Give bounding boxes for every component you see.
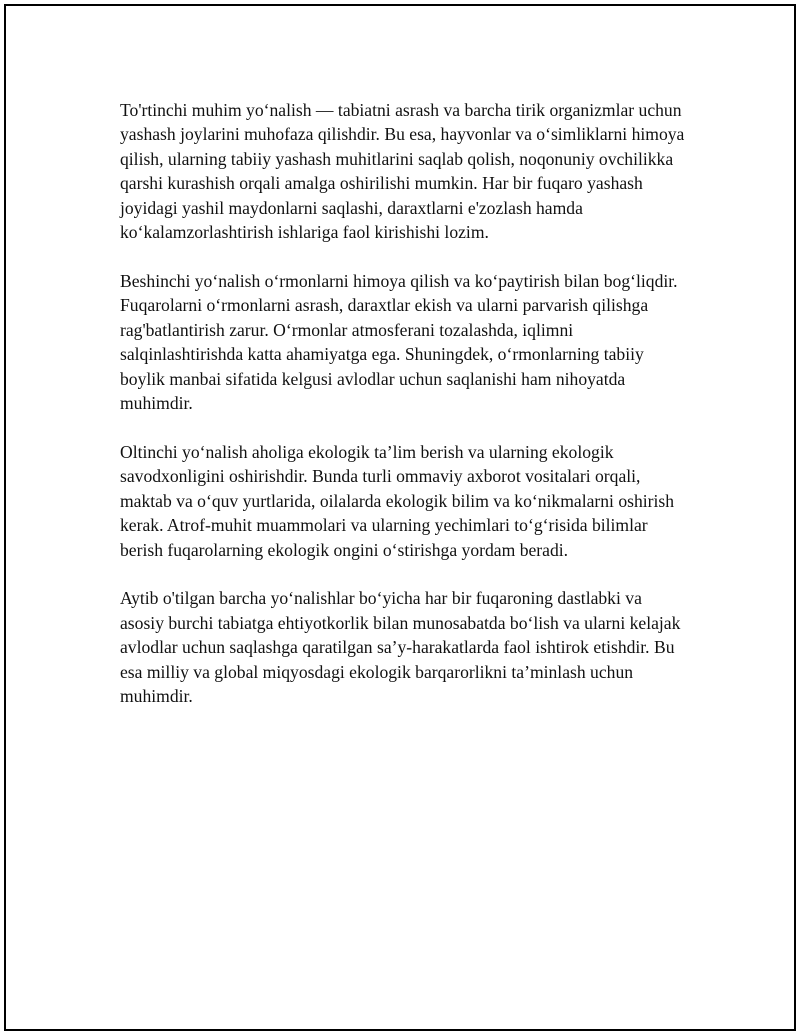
paragraph-3: Oltinchi yo‘nalish aholiga ekologik ta’lim berish va ularning ekologik savodxonligini oshirishdir. Bunda turli ommaviy axborot vositalari orqali, maktab va o‘quv yurtlarida, oilalarda ekologik bilim va ko‘nikmalarni oshirish kerak. Atrof-muhit muammolari va ularning yechimlari to‘g‘risida bilimlar berish fuqarolarning ekologik ongini o‘stirishga yordam beradi.	[120, 441, 675, 560]
paragraph-2: Beshinchi yo‘nalish o‘rmonlarni himoya qilish va ko‘paytirish bilan bog‘liqdir. Fuqarolarni o‘rmonlarni asrash, daraxtlar ekish va ularni parvarish qilishga rag'batlantirish zarur. O‘rmonlar atmosferani tozalashda, iqlimni salqinlashtirishda katta ahamiyatga ega. Shuningdek, o‘rmonlarning tabiiy boylik manbai sifatida kelgusi avlodlar uchun saqlanishi ham nihoyatda muhimdir.	[120, 270, 678, 413]
document-body	[120, 98, 686, 733]
paragraph-1: To'rtinchi muhim yo‘nalish — tabiatni asrash va barcha tirik organizmlar uchun yashash joylarini muhofaza qilishdir. Bu esa, hayvonlar va o‘simliklarni himoya qilish, ularning tabiiy yashash muhitlarini saqlab qolish, noqonuniy ovchilikka qarshi kurashish orqali amalga oshirilishi mumkin. Har bir fuqaro yashash joyidagi yashil maydonlarni saqlashi, daraxtlarni e'zozlash hamda ko‘kalamzorlashtirish ishlariga faol kirishishi lozim.	[120, 100, 685, 243]
document-page	[4, 4, 796, 1031]
paragraph-4: Aytib o'tilgan barcha yo‘nalishlar bo‘yicha har bir fuqaroning dastlabki va asosiy burchi tabiatga ehtiyotkorlik bilan munosabatda bo‘lish va ularni kelajak avlodlar uchun saqlashga qaratilgan sa’y-harakatlarda faol ishtirok etishdir. Bu esa milliy va global miqyosdagi ekologik barqarorlikni ta’minlash uchun muhimdir.	[120, 588, 681, 707]
